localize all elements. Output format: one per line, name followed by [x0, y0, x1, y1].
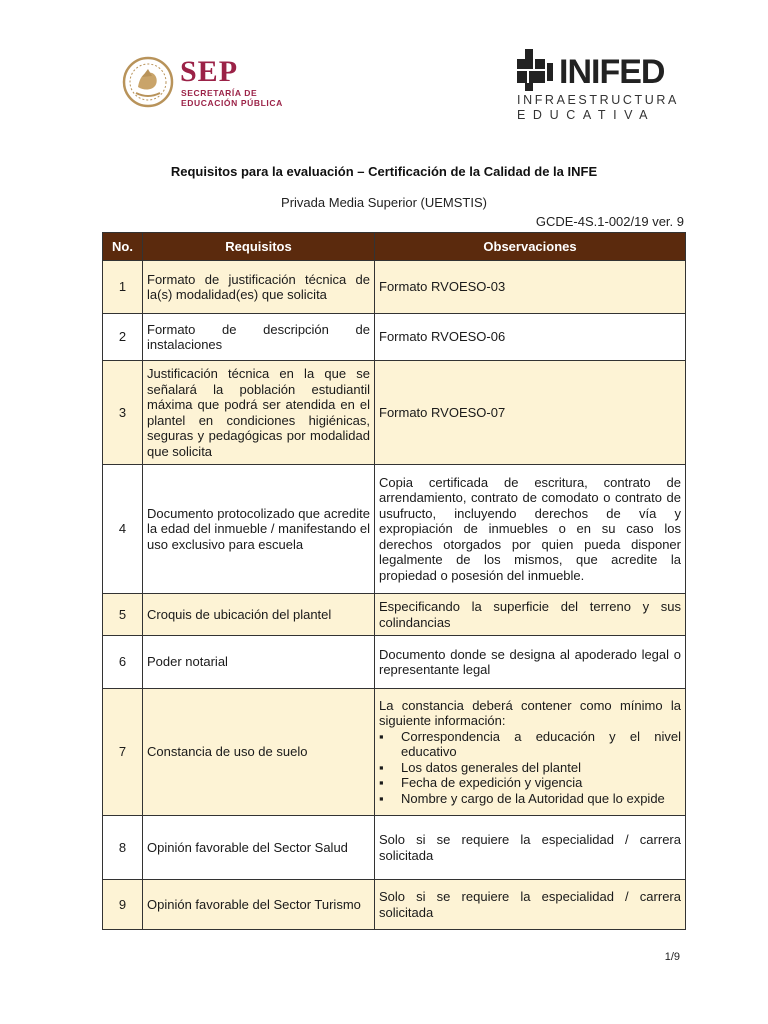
- list-item: ▪ Los datos generales del plantel: [379, 760, 681, 776]
- row-requisito: Constancia de uso de suelo: [143, 689, 375, 816]
- row-number: 2: [103, 314, 143, 361]
- document-subtitle: Privada Media Superior (UEMSTIS): [281, 195, 487, 210]
- inifed-wordmark: INIFED: [559, 53, 665, 91]
- table-row: [103, 314, 686, 361]
- document-title: Requisitos para la evaluación – Certificación de la Calidad de la INFE: [170, 164, 598, 179]
- sep-logo: [122, 55, 292, 113]
- list-item: ▪ Nombre y cargo de la Autoridad que lo expide: [379, 791, 681, 807]
- row-observacion: Copia certificada de escritura, contrato de arrendamiento, contrato de comodato o contrato de usufructo, incluyendo derechos de vía y expropiación de inmuebles o en su caso los derechos otorgados por quien pueda disponer legalmente de los mismos, que acredite la propiedad o posesión del inmueble.: [375, 465, 686, 594]
- row-number: 8: [103, 816, 143, 880]
- list-item: ▪ Fecha de expedición y vigencia: [379, 775, 681, 791]
- row-observacion: Formato RVOESO-07: [375, 361, 686, 465]
- row-observacion-cell: [375, 689, 686, 816]
- row-number: 6: [103, 636, 143, 689]
- row-observacion: Solo si se requiere la especialidad / carrera solicitada: [375, 816, 686, 880]
- header-observaciones: Observaciones: [375, 233, 686, 261]
- row-requisito: Formato de justificación técnica de la(s) modalidad(es) que solicita: [143, 261, 375, 314]
- row-observacion: Especificando la superficie del terreno y sus colindancias: [375, 594, 686, 636]
- row-requisito: Croquis de ubicación del plantel: [143, 594, 375, 636]
- row-observacion: Solo si se requiere la especialidad / carrera solicitada: [375, 880, 686, 930]
- row-requisito: Poder notarial: [143, 636, 375, 689]
- observacion-list: [379, 729, 681, 807]
- sep-subtitle: [181, 88, 283, 108]
- row-number: 9: [103, 880, 143, 930]
- table-header-row: [103, 233, 686, 261]
- row-number: 3: [103, 361, 143, 465]
- row-requisito: Documento protocolizado que acredite la edad del inmueble / manifestando el uso exclusivo para escuela: [143, 465, 375, 594]
- row-requisito: Justificación técnica en la que se señalará la población estudiantil máxima que podrá ser atendida en el plantel en condiciones higiénicas, seguras y pedagógicas por modalidad que solicita: [143, 361, 375, 465]
- list-item: ▪ Correspondencia a educación y el nivel educativo: [379, 729, 681, 760]
- sep-subtitle-line2: EDUCACIÓN PÚBLICA: [181, 98, 283, 108]
- table-row: [103, 361, 686, 465]
- row-observacion: Documento donde se designa al apoderado legal o representante legal: [375, 636, 686, 689]
- table-row: [103, 816, 686, 880]
- row-number: 5: [103, 594, 143, 636]
- inifed-line1: INFRAESTRUCTURA: [517, 93, 679, 107]
- table-row: [103, 261, 686, 314]
- page-number: 1/9: [664, 951, 680, 963]
- document-code: GCDE-4S.1-002/19 ver. 9: [535, 214, 684, 229]
- inifed-logo: [515, 47, 685, 125]
- header-requisitos: Requisitos: [143, 233, 375, 261]
- table-row: [103, 689, 686, 816]
- row-observacion: Formato RVOESO-03: [375, 261, 686, 314]
- row-number: 1: [103, 261, 143, 314]
- row-observacion: Formato RVOESO-06: [375, 314, 686, 361]
- row-requisito: Opinión favorable del Sector Turismo: [143, 880, 375, 930]
- requirements-table: [102, 232, 686, 930]
- sep-wordmark: SEP: [180, 55, 239, 88]
- inifed-line2: EDUCATIVA: [517, 108, 656, 122]
- table-row: [103, 880, 686, 930]
- inifed-mark-icon: [515, 47, 559, 93]
- row-requisito: Formato de descripción de instalaciones: [143, 314, 375, 361]
- header-no: No.: [103, 233, 143, 261]
- row-number: 4: [103, 465, 143, 594]
- row-number: 7: [103, 689, 143, 816]
- sep-subtitle-line1: SECRETARÍA DE: [181, 88, 258, 98]
- table-row: [103, 636, 686, 689]
- row-requisito: Opinión favorable del Sector Salud: [143, 816, 375, 880]
- table-row: [103, 465, 686, 594]
- row-observacion-intro: La constancia deberá contener como mínimo la siguiente información:: [379, 697, 681, 729]
- national-seal-icon: [122, 55, 174, 109]
- table-row: [103, 594, 686, 636]
